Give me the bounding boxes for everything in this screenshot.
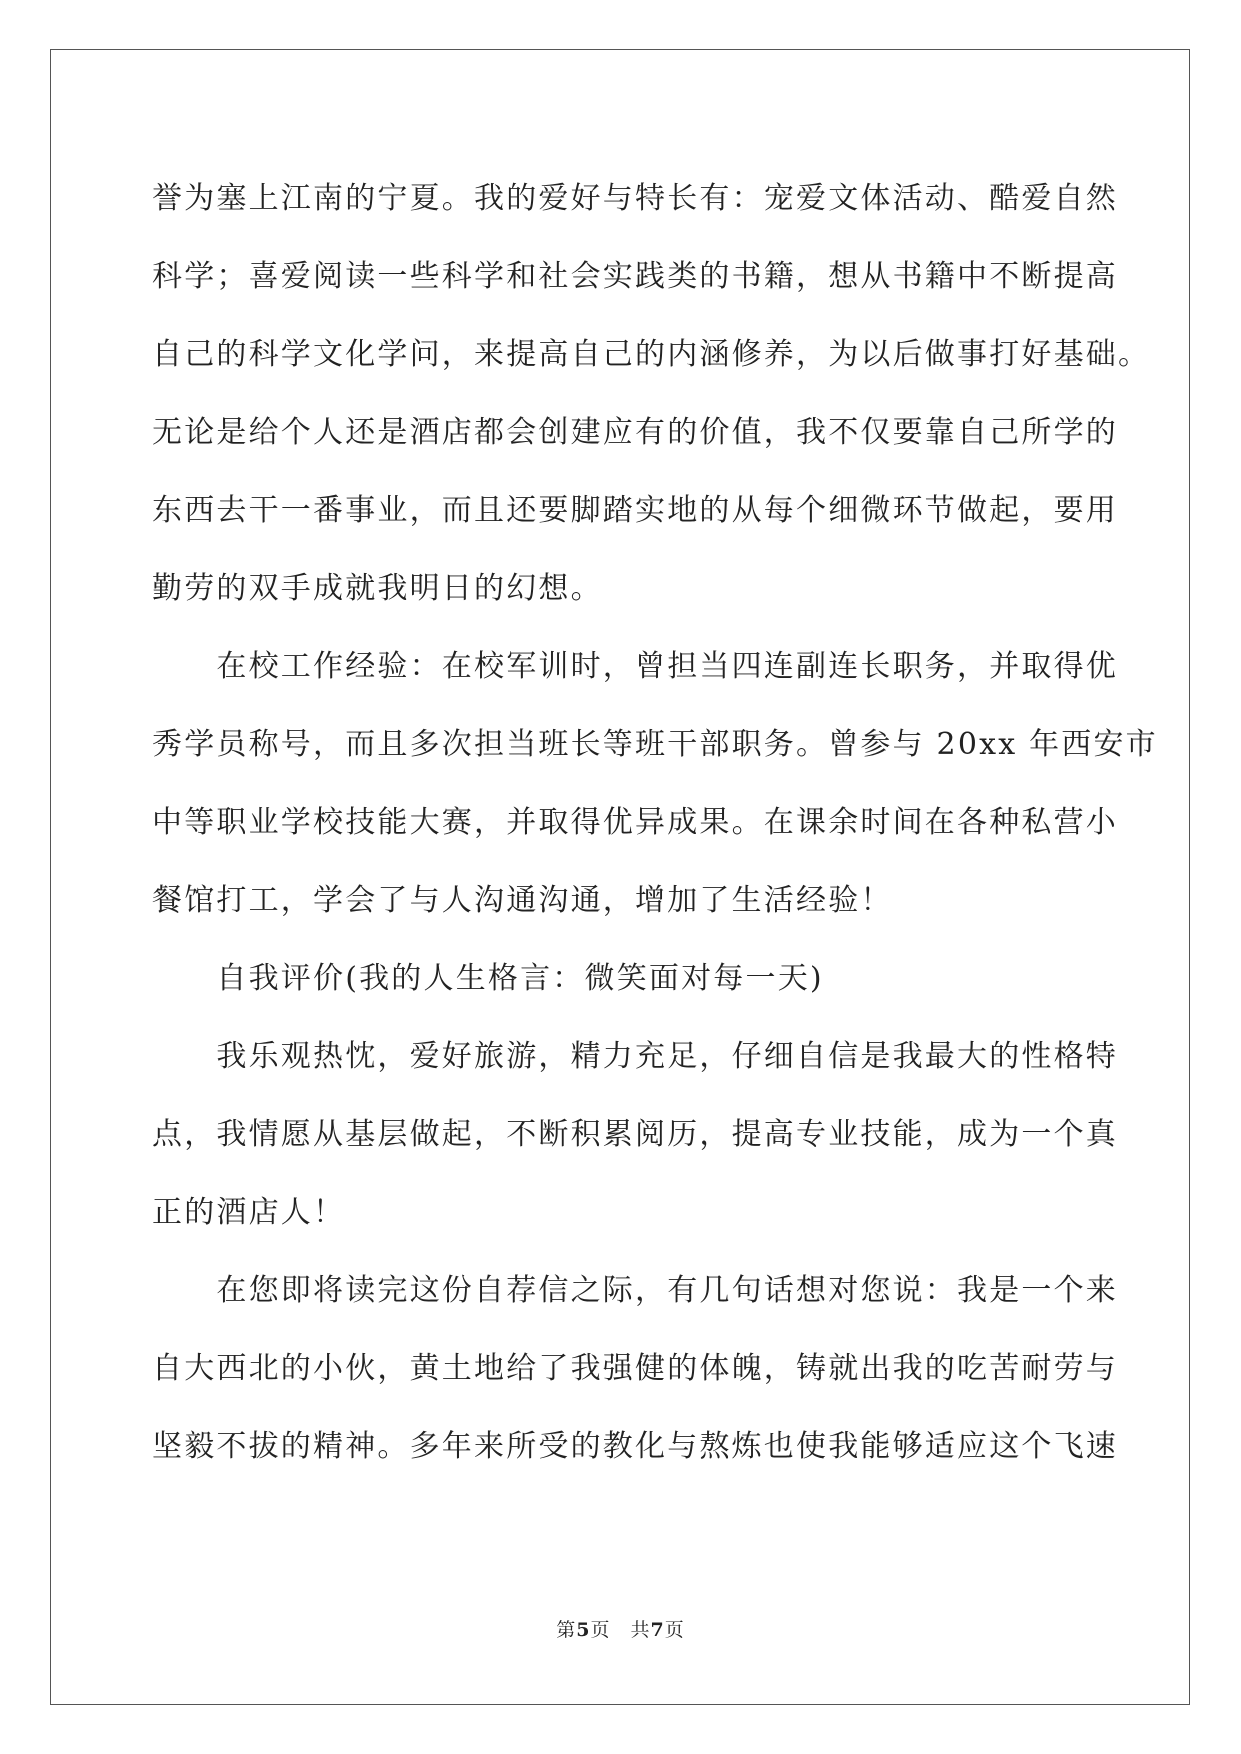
text-line: 誉为塞上江南的宁夏。我的爱好与特长有：宠爱文体活动、酷爱自然 bbox=[152, 181, 1118, 216]
text-line: 无论是给个人还是酒店都会创建应有的价值，我不仅要靠自己所学的 bbox=[152, 415, 1118, 450]
text-line: 正的酒店人！ bbox=[152, 1195, 346, 1230]
text-line: 自己的科学文化学问，来提高自己的内涵修养，为以后做事打好基础。 bbox=[152, 337, 1151, 372]
text-line: 自我评价(我的人生格言：微笑面对每一天) bbox=[152, 961, 824, 996]
text-line: 自大西北的小伙，黄土地给了我强健的体魄，铸就出我的吃苦耐劳与 bbox=[152, 1351, 1118, 1386]
text-line: 在校工作经验：在校军训时，曾担当四连副连长职务，并取得优 bbox=[152, 649, 1118, 684]
text-line: 科学；喜爱阅读一些科学和社会实践类的书籍，想从书籍中不断提高 bbox=[152, 259, 1118, 294]
footer-suffix: 页 bbox=[664, 1619, 685, 1641]
text-line: 东西去干一番事业，而且还要脚踏实地的从每个细微环节做起，要用 bbox=[152, 493, 1118, 528]
body-text bbox=[152, 160, 1158, 1486]
page-footer bbox=[0, 1615, 1241, 1642]
text-line: 秀学员称号，而且多次担当班长等班干部职务。曾参与 20xx 年西安市 bbox=[152, 727, 1158, 762]
text-line: 勤劳的双手成就我明日的幻想。 bbox=[152, 571, 603, 606]
total-pages-number: 7 bbox=[650, 1619, 665, 1641]
text-line: 中等职业学校技能大赛，并取得优异成果。在课余时间在各种私营小 bbox=[152, 805, 1118, 840]
current-page-number: 5 bbox=[576, 1619, 591, 1641]
text-line: 坚毅不拔的精神。多年来所受的教化与熬炼也使我能够适应这个飞速 bbox=[152, 1429, 1118, 1464]
text-line: 餐馆打工，学会了与人沟通沟通，增加了生活经验！ bbox=[152, 883, 893, 918]
text-line: 点，我情愿从基层做起，不断积累阅历，提高专业技能，成为一个真 bbox=[152, 1117, 1118, 1152]
text-line: 我乐观热忱，爱好旅游，精力充足，仔细自信是我最大的性格特 bbox=[152, 1039, 1118, 1074]
footer-middle: 页 共 bbox=[590, 1619, 651, 1641]
footer-prefix: 第 bbox=[556, 1619, 577, 1641]
text-line: 在您即将读完这份自荐信之际，有几句话想对您说：我是一个来 bbox=[152, 1273, 1118, 1308]
